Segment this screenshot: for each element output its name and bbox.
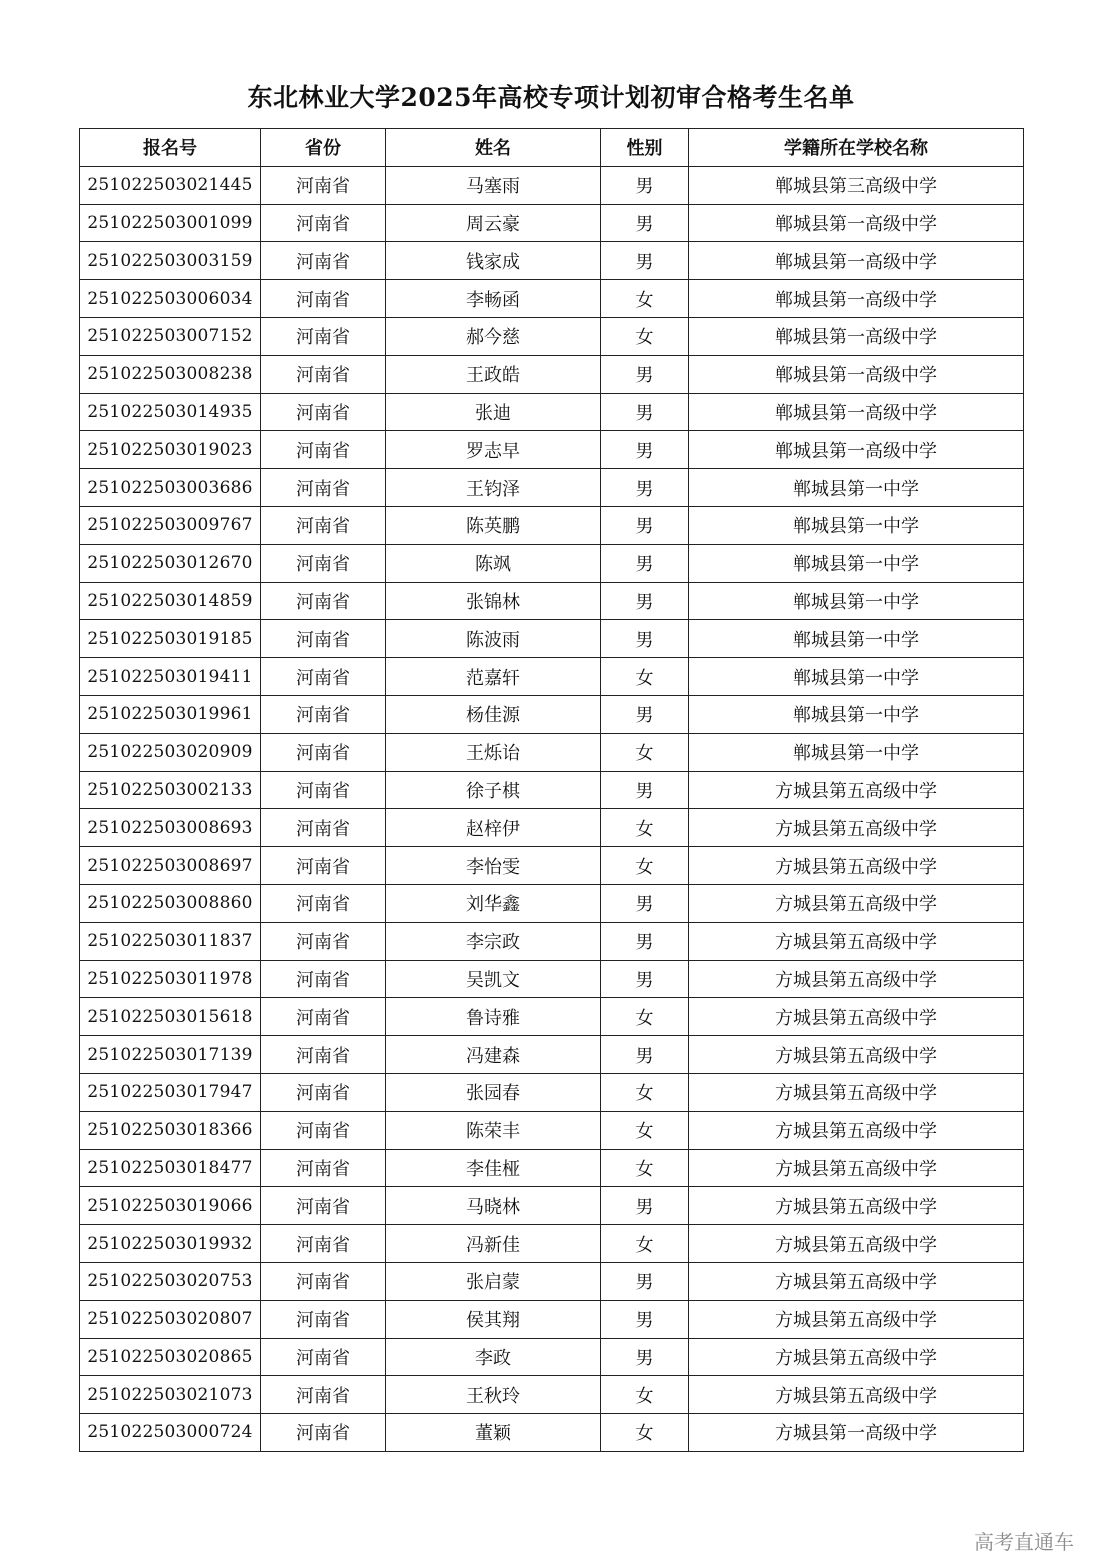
- gender-cell: 男: [601, 506, 689, 544]
- gender-cell: 男: [601, 1262, 689, 1300]
- province-cell: 河南省: [261, 1149, 386, 1187]
- name-cell: 张锦林: [386, 582, 601, 620]
- gender-cell: 女: [601, 998, 689, 1036]
- registration-number-cell: 251022503019066: [80, 1187, 261, 1225]
- school-cell: 郸城县第一高级中学: [689, 431, 1024, 469]
- gender-cell: 男: [601, 393, 689, 431]
- name-cell: 徐子棋: [386, 771, 601, 809]
- name-cell: 李佳桠: [386, 1149, 601, 1187]
- province-cell: 河南省: [261, 1073, 386, 1111]
- gender-cell: 男: [601, 695, 689, 733]
- gender-cell: 男: [601, 1338, 689, 1376]
- name-cell: 李宗政: [386, 922, 601, 960]
- page-title: 东北林业大学2025年高校专项计划初审合格考生名单: [247, 83, 855, 112]
- name-cell: 张园春: [386, 1073, 601, 1111]
- table-row: [80, 355, 1024, 393]
- province-cell: 河南省: [261, 1300, 386, 1338]
- school-cell: 方城县第五高级中学: [689, 847, 1024, 885]
- table-row: [80, 204, 1024, 242]
- header-school: 学籍所在学校名称: [689, 129, 1024, 167]
- name-cell: 冯建森: [386, 1036, 601, 1074]
- province-cell: 河南省: [261, 1036, 386, 1074]
- province-cell: 河南省: [261, 1338, 386, 1376]
- table-row: [80, 431, 1024, 469]
- province-cell: 河南省: [261, 998, 386, 1036]
- gender-cell: 男: [601, 242, 689, 280]
- province-cell: 河南省: [261, 695, 386, 733]
- province-cell: 河南省: [261, 431, 386, 469]
- name-cell: 马塞雨: [386, 166, 601, 204]
- header-name: 姓名: [386, 129, 601, 167]
- table-row: [80, 733, 1024, 771]
- province-cell: 河南省: [261, 544, 386, 582]
- table-row: [80, 1414, 1024, 1452]
- gender-cell: 男: [601, 1187, 689, 1225]
- table-row: [80, 1149, 1024, 1187]
- table-row: [80, 771, 1024, 809]
- province-cell: 河南省: [261, 1376, 386, 1414]
- name-cell: 李政: [386, 1338, 601, 1376]
- gender-cell: 女: [601, 1149, 689, 1187]
- gender-cell: 女: [601, 809, 689, 847]
- registration-number-cell: 251022503017947: [80, 1073, 261, 1111]
- school-cell: 郸城县第一中学: [689, 658, 1024, 696]
- school-cell: 方城县第五高级中学: [689, 1338, 1024, 1376]
- school-cell: 郸城县第一中学: [689, 582, 1024, 620]
- table-row: [80, 658, 1024, 696]
- province-cell: 河南省: [261, 582, 386, 620]
- province-cell: 河南省: [261, 393, 386, 431]
- table-row: [80, 166, 1024, 204]
- table-row: [80, 1111, 1024, 1149]
- name-cell: 钱家成: [386, 242, 601, 280]
- school-cell: 方城县第五高级中学: [689, 1300, 1024, 1338]
- registration-number-cell: 251022503019932: [80, 1225, 261, 1263]
- province-cell: 河南省: [261, 317, 386, 355]
- table-row: [80, 582, 1024, 620]
- name-cell: 王钧泽: [386, 469, 601, 507]
- table-row: [80, 242, 1024, 280]
- school-cell: 方城县第一高级中学: [689, 1414, 1024, 1452]
- gender-cell: 女: [601, 1414, 689, 1452]
- table-row: [80, 998, 1024, 1036]
- gender-cell: 男: [601, 355, 689, 393]
- gender-cell: 男: [601, 922, 689, 960]
- registration-number-cell: 251022503020865: [80, 1338, 261, 1376]
- header-gender: 性别: [601, 129, 689, 167]
- province-cell: 河南省: [261, 922, 386, 960]
- name-cell: 郝今慈: [386, 317, 601, 355]
- table-row: [80, 1073, 1024, 1111]
- school-cell: 方城县第五高级中学: [689, 922, 1024, 960]
- registration-number-cell: 251022503017139: [80, 1036, 261, 1074]
- school-cell: 郸城县第一中学: [689, 506, 1024, 544]
- province-cell: 河南省: [261, 733, 386, 771]
- name-cell: 马晓林: [386, 1187, 601, 1225]
- table-body: [80, 166, 1024, 1451]
- school-cell: 郸城县第一中学: [689, 469, 1024, 507]
- school-cell: 郸城县第三高级中学: [689, 166, 1024, 204]
- gender-cell: 女: [601, 1111, 689, 1149]
- school-cell: 方城县第五高级中学: [689, 1187, 1024, 1225]
- name-cell: 王秋玲: [386, 1376, 601, 1414]
- header-registration-number: 报名号: [80, 129, 261, 167]
- registration-number-cell: 251022503019961: [80, 695, 261, 733]
- province-cell: 河南省: [261, 1187, 386, 1225]
- gender-cell: 男: [601, 620, 689, 658]
- province-cell: 河南省: [261, 506, 386, 544]
- registration-number-cell: 251022503018366: [80, 1111, 261, 1149]
- table-row: [80, 1187, 1024, 1225]
- school-cell: 方城县第五高级中学: [689, 1262, 1024, 1300]
- header-row: [80, 129, 1024, 167]
- school-cell: 方城县第五高级中学: [689, 1111, 1024, 1149]
- school-cell: 方城县第五高级中学: [689, 771, 1024, 809]
- gender-cell: 男: [601, 166, 689, 204]
- school-cell: 郸城县第一高级中学: [689, 393, 1024, 431]
- school-cell: 郸城县第一高级中学: [689, 317, 1024, 355]
- school-cell: 方城县第五高级中学: [689, 960, 1024, 998]
- name-cell: 董颖: [386, 1414, 601, 1452]
- gender-cell: 女: [601, 1225, 689, 1263]
- school-cell: 郸城县第一高级中学: [689, 204, 1024, 242]
- name-cell: 侯其翔: [386, 1300, 601, 1338]
- name-cell: 吴凯文: [386, 960, 601, 998]
- gender-cell: 男: [601, 960, 689, 998]
- table-row: [80, 1300, 1024, 1338]
- name-cell: 张启蒙: [386, 1262, 601, 1300]
- registration-number-cell: 251022503008693: [80, 809, 261, 847]
- gender-cell: 男: [601, 771, 689, 809]
- school-cell: 郸城县第一高级中学: [689, 242, 1024, 280]
- registration-number-cell: 251022503015618: [80, 998, 261, 1036]
- gender-cell: 男: [601, 1036, 689, 1074]
- table-row: [80, 922, 1024, 960]
- table-row: [80, 393, 1024, 431]
- school-cell: 郸城县第一高级中学: [689, 280, 1024, 318]
- table-row: [80, 1376, 1024, 1414]
- province-cell: 河南省: [261, 469, 386, 507]
- registration-number-cell: 251022503011837: [80, 922, 261, 960]
- school-cell: 方城县第五高级中学: [689, 1036, 1024, 1074]
- province-cell: 河南省: [261, 242, 386, 280]
- province-cell: 河南省: [261, 960, 386, 998]
- name-cell: 王政皓: [386, 355, 601, 393]
- table-row: [80, 280, 1024, 318]
- table-row: [80, 1338, 1024, 1376]
- table-row: [80, 469, 1024, 507]
- registration-number-cell: 251022503003686: [80, 469, 261, 507]
- table-row: [80, 809, 1024, 847]
- gender-cell: 女: [601, 733, 689, 771]
- province-cell: 河南省: [261, 847, 386, 885]
- province-cell: 河南省: [261, 355, 386, 393]
- registration-number-cell: 251022503012670: [80, 544, 261, 582]
- registration-number-cell: 251022503003159: [80, 242, 261, 280]
- registration-number-cell: 251022503008238: [80, 355, 261, 393]
- province-cell: 河南省: [261, 204, 386, 242]
- gender-cell: 男: [601, 582, 689, 620]
- name-cell: 赵梓伊: [386, 809, 601, 847]
- name-cell: 罗志早: [386, 431, 601, 469]
- table-row: [80, 1036, 1024, 1074]
- gender-cell: 男: [601, 1300, 689, 1338]
- gender-cell: 女: [601, 1073, 689, 1111]
- gender-cell: 女: [601, 317, 689, 355]
- registration-number-cell: 251022503006034: [80, 280, 261, 318]
- candidate-table: [79, 128, 1024, 1452]
- registration-number-cell: 251022503020753: [80, 1262, 261, 1300]
- gender-cell: 女: [601, 1376, 689, 1414]
- school-cell: 郸城县第一中学: [689, 733, 1024, 771]
- province-cell: 河南省: [261, 809, 386, 847]
- registration-number-cell: 251022503000724: [80, 1414, 261, 1452]
- table-row: [80, 1262, 1024, 1300]
- table-row: [80, 620, 1024, 658]
- name-cell: 刘华鑫: [386, 884, 601, 922]
- registration-number-cell: 251022503019023: [80, 431, 261, 469]
- registration-number-cell: 251022503008860: [80, 884, 261, 922]
- name-cell: 鲁诗雅: [386, 998, 601, 1036]
- gender-cell: 男: [601, 469, 689, 507]
- registration-number-cell: 251022503009767: [80, 506, 261, 544]
- registration-number-cell: 251022503020909: [80, 733, 261, 771]
- gender-cell: 男: [601, 544, 689, 582]
- gender-cell: 女: [601, 658, 689, 696]
- registration-number-cell: 251022503002133: [80, 771, 261, 809]
- name-cell: 陈英鹏: [386, 506, 601, 544]
- name-cell: 张迪: [386, 393, 601, 431]
- gender-cell: 男: [601, 431, 689, 469]
- header-province: 省份: [261, 129, 386, 167]
- school-cell: 方城县第五高级中学: [689, 884, 1024, 922]
- gender-cell: 男: [601, 884, 689, 922]
- name-cell: 李畅函: [386, 280, 601, 318]
- registration-number-cell: 251022503018477: [80, 1149, 261, 1187]
- province-cell: 河南省: [261, 166, 386, 204]
- registration-number-cell: 251022503021445: [80, 166, 261, 204]
- registration-number-cell: 251022503007152: [80, 317, 261, 355]
- province-cell: 河南省: [261, 620, 386, 658]
- table-row: [80, 1225, 1024, 1263]
- name-cell: 冯新佳: [386, 1225, 601, 1263]
- gender-cell: 女: [601, 280, 689, 318]
- name-cell: 陈波雨: [386, 620, 601, 658]
- registration-number-cell: 251022503014859: [80, 582, 261, 620]
- name-cell: 周云豪: [386, 204, 601, 242]
- table-row: [80, 317, 1024, 355]
- table-header: [80, 129, 1024, 167]
- table-row: [80, 506, 1024, 544]
- province-cell: 河南省: [261, 884, 386, 922]
- name-cell: 范嘉轩: [386, 658, 601, 696]
- school-cell: 方城县第五高级中学: [689, 1376, 1024, 1414]
- name-cell: 王烁诒: [386, 733, 601, 771]
- school-cell: 方城县第五高级中学: [689, 998, 1024, 1036]
- registration-number-cell: 251022503019411: [80, 658, 261, 696]
- school-cell: 郸城县第一中学: [689, 620, 1024, 658]
- province-cell: 河南省: [261, 280, 386, 318]
- province-cell: 河南省: [261, 1262, 386, 1300]
- registration-number-cell: 251022503020807: [80, 1300, 261, 1338]
- school-cell: 方城县第五高级中学: [689, 1149, 1024, 1187]
- province-cell: 河南省: [261, 658, 386, 696]
- registration-number-cell: 251022503014935: [80, 393, 261, 431]
- registration-number-cell: 251022503021073: [80, 1376, 261, 1414]
- registration-number-cell: 251022503019185: [80, 620, 261, 658]
- school-cell: 方城县第五高级中学: [689, 1225, 1024, 1263]
- table-row: [80, 695, 1024, 733]
- name-cell: 杨佳源: [386, 695, 601, 733]
- province-cell: 河南省: [261, 1111, 386, 1149]
- school-cell: 郸城县第一中学: [689, 544, 1024, 582]
- registration-number-cell: 251022503011978: [80, 960, 261, 998]
- province-cell: 河南省: [261, 1414, 386, 1452]
- gender-cell: 男: [601, 204, 689, 242]
- table-row: [80, 884, 1024, 922]
- name-cell: 陈荣丰: [386, 1111, 601, 1149]
- table-row: [80, 847, 1024, 885]
- school-cell: 方城县第五高级中学: [689, 809, 1024, 847]
- name-cell: 李怡雯: [386, 847, 601, 885]
- school-cell: 郸城县第一高级中学: [689, 355, 1024, 393]
- name-cell: 陈飒: [386, 544, 601, 582]
- table-row: [80, 960, 1024, 998]
- province-cell: 河南省: [261, 1225, 386, 1263]
- source-watermark: 高考直通车: [974, 1530, 1074, 1554]
- table-row: [80, 544, 1024, 582]
- school-cell: 方城县第五高级中学: [689, 1073, 1024, 1111]
- registration-number-cell: 251022503001099: [80, 204, 261, 242]
- gender-cell: 女: [601, 847, 689, 885]
- province-cell: 河南省: [261, 771, 386, 809]
- school-cell: 郸城县第一中学: [689, 695, 1024, 733]
- registration-number-cell: 251022503008697: [80, 847, 261, 885]
